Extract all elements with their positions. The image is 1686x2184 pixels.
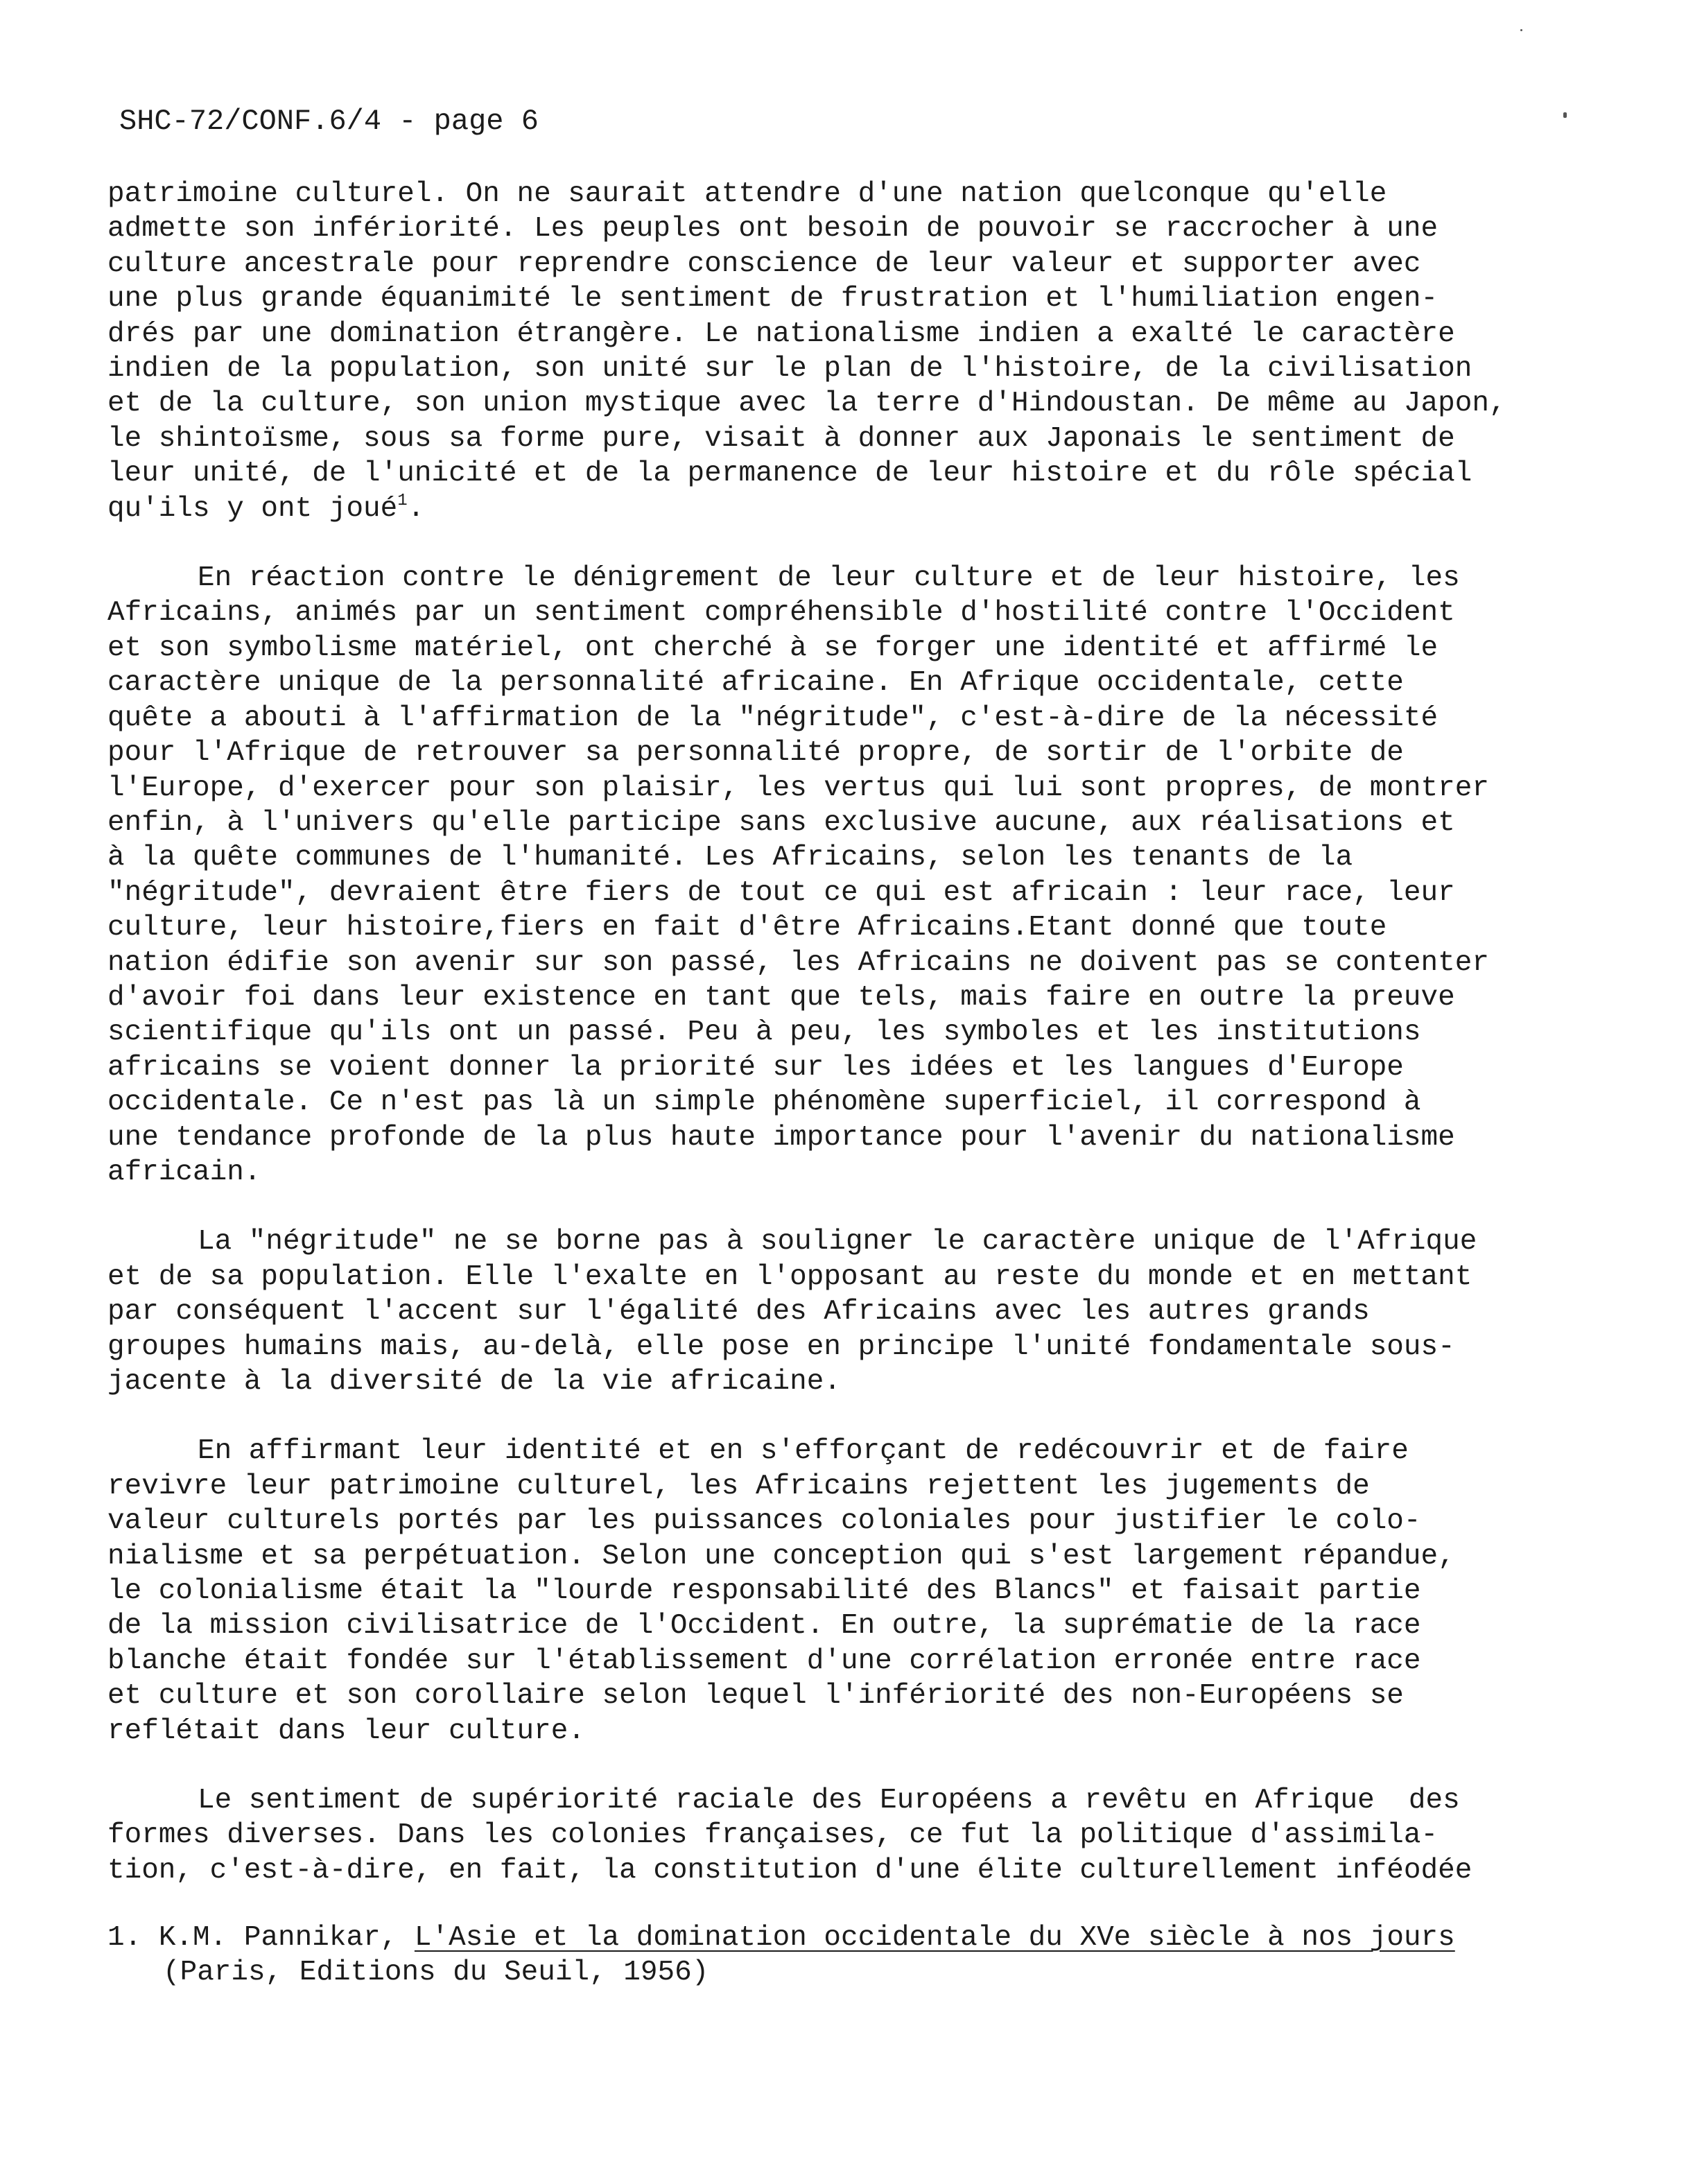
text-line: reflétait dans leur culture.: [107, 1715, 585, 1747]
text-line: et de sa population. Elle l'exalte en l'opposant au reste du monde et en mettant: [107, 1260, 1472, 1293]
paragraph-3: [107, 1224, 1536, 1399]
text-line: nialisme et sa perpétuation. Selon une conception qui s'est largement répandue,: [107, 1540, 1455, 1572]
footnote-publication: (Paris, Editions du Seuil, 1956): [163, 1957, 709, 1988]
text-line: indien de la population, son unité sur le plan de l'histoire, de la civilisation: [107, 353, 1472, 385]
footnote-number: 1.: [107, 1922, 142, 1954]
text-line: groupes humains mais, au-delà, elle pose en principe l'unité fondamentale sous-: [107, 1331, 1455, 1363]
text-line: "négritude", devraient être fiers de tout ce qui est africain : leur race, leur: [107, 876, 1455, 909]
paragraph-5: [107, 1783, 1536, 1888]
text-line: Africains, animés par un sentiment compréhensible d'hostilité contre l'Occident: [107, 597, 1455, 630]
text-line: formes diverses. Dans les colonies françaises, ce fut la politique d'assimila-: [107, 1819, 1439, 1852]
text-line: à la quête communes de l'humanité. Les Africains, selon les tenants de la: [107, 842, 1353, 874]
footnote-marker[interactable]: 1: [397, 491, 408, 510]
text-line: quête a abouti à l'affirmation de la "négritude", c'est-à-dire de la nécessité: [107, 702, 1439, 734]
text-line: d'avoir foi dans leur existence en tant que tels, mais faire en outre la preuve: [107, 981, 1455, 1014]
text-line: valeur culturels portés par les puissances coloniales pour justifier le colo-: [107, 1505, 1421, 1538]
scan-speck: [1563, 112, 1567, 118]
text-line: culture ancestrale pour reprendre conscience de leur valeur et supporter avec: [107, 248, 1421, 280]
text-line-last: [107, 492, 1536, 526]
paragraph-2: [107, 561, 1536, 1190]
paragraph-1: [107, 177, 1536, 526]
text-line: La "négritude" ne se borne pas à souligner le caractère unique de l'Afrique: [198, 1226, 1477, 1258]
text-line: par conséquent l'accent sur l'égalité des Africains avec les autres grands: [107, 1296, 1370, 1328]
document-body: [107, 177, 1536, 1923]
footnote-line: [107, 1921, 1536, 1955]
text-line: enfin, à l'univers qu'elle participe sans exclusive aucune, aux réalisations et: [107, 806, 1455, 839]
text-line: En affirmant leur identité et en s'efforçant de redécouvrir et de faire: [198, 1435, 1409, 1468]
text-line: l'Europe, d'exercer pour son plaisir, les vertus qui lui sont propres, de montrer: [107, 772, 1489, 804]
text-line: occidentale. Ce n'est pas là un simple phénomène superficiel, il correspond à: [107, 1086, 1421, 1119]
text-line: admette son infériorité. Les peuples ont besoin de pouvoir se raccrocher à une: [107, 213, 1439, 245]
text-line: revivre leur patrimoine culturel, les Africains rejettent les jugements de: [107, 1470, 1370, 1502]
text-line: africain.: [107, 1156, 261, 1188]
text-line: de la mission civilisatrice de l'Occident. En outre, la suprématie de la race: [107, 1610, 1421, 1643]
text-line: tion, c'est-à-dire, en fait, la constitution d'une élite culturellement inféodée: [107, 1854, 1472, 1887]
text-line: leur unité, de l'unicité et de la permanence de leur histoire et du rôle spécial: [107, 458, 1472, 490]
text-line: et de la culture, son union mystique avec la terre d'Hindoustan. De même au Japon,: [107, 388, 1506, 420]
text-line: le shintoïsme, sous sa forme pure, visait à donner aux Japonais le sentiment de: [107, 422, 1455, 455]
text-line: culture, leur histoire,fiers en fait d'être Africains.Etant donné que toute: [107, 912, 1387, 944]
text-line: patrimoine culturel. On ne saurait attendre d'une nation quelconque qu'elle: [107, 178, 1387, 210]
text-line: scientifique qu'ils ont un passé. Peu à peu, les symboles et les institutions: [107, 1016, 1421, 1049]
footnote-title: L'Asie et la domination occidentale du XVe siècle à nos jours: [414, 1922, 1455, 1954]
text-line: pour l'Afrique de retrouver sa personnalité propre, de sortir de l'orbite de: [107, 737, 1404, 770]
text-line: En réaction contre le dénigrement de leur culture et de leur histoire, les: [198, 562, 1460, 595]
text-fragment: .: [407, 492, 425, 525]
footnote-author: K.M. Pannikar,: [158, 1922, 398, 1954]
text-line: et son symbolisme matériel, ont cherché à se forger une identité et affirmé le: [107, 632, 1439, 664]
text-line: africains se voient donner la priorité sur les idées et les langues d'Europe: [107, 1051, 1404, 1084]
scan-speck: [1520, 29, 1522, 31]
text-line: une tendance profonde de la plus haute importance pour l'avenir du nationalisme: [107, 1121, 1455, 1154]
text-line: le colonialisme était la "lourde responsabilité des Blancs" et faisait partie: [107, 1575, 1421, 1608]
footnote-section: [107, 1921, 1536, 1990]
text-line: nation édifie son avenir sur son passé, les Africains ne doivent pas se contenter: [107, 946, 1489, 979]
page-reference-header: SHC-72/CONF.6/4 - page 6: [119, 105, 539, 138]
text-line: jacente à la diversité de la vie africaine.: [107, 1366, 841, 1398]
text-line: Le sentiment de supériorité raciale des Européens a revêtu en Afrique des: [198, 1785, 1460, 1817]
paragraph-4: [107, 1434, 1536, 1749]
text-fragment: qu'ils y ont joué: [107, 492, 398, 525]
text-line: drés par une domination étrangère. Le nationalisme indien a exalté le caractère: [107, 318, 1455, 350]
text-line: et culture et son corollaire selon lequel l'infériorité des non-Européens se: [107, 1680, 1404, 1713]
text-line: caractère unique de la personnalité africaine. En Afrique occidentale, cette: [107, 667, 1404, 700]
text-line: une plus grande équanimité le sentiment de frustration et l'humiliation engen-: [107, 283, 1439, 315]
text-line: blanche était fondée sur l'établissement d'une corrélation erronée entre race: [107, 1645, 1421, 1677]
